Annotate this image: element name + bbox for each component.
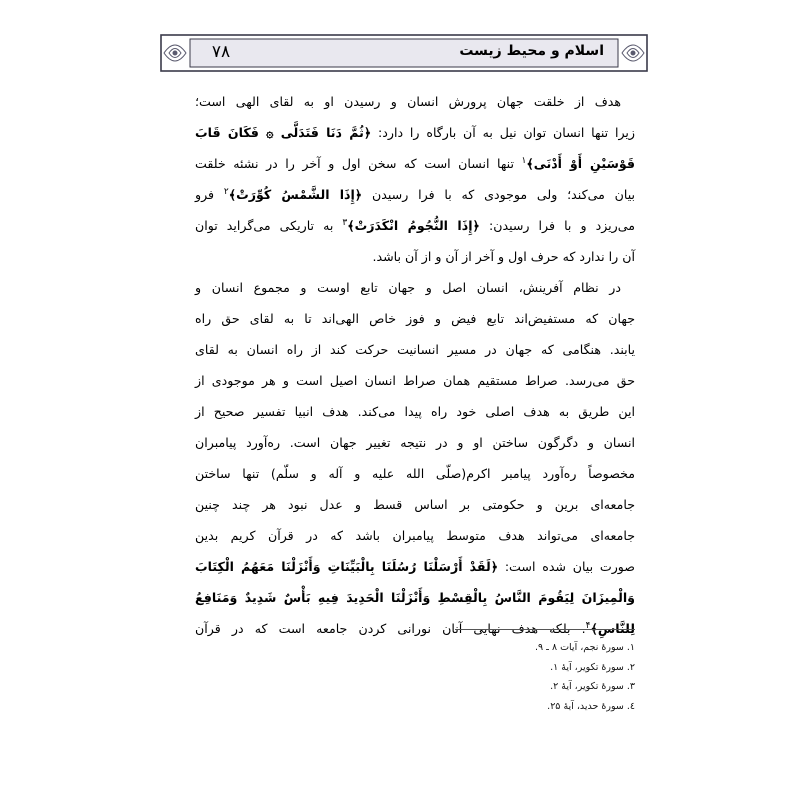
text-run: حق می‌رسد. صراط مستقیم همان صراط انسان اصیل است و هر موجودی از: [195, 373, 635, 388]
text-run: مخصوصاً ره‌آورد پیامبر اکرم(صلّی الله علیه و آله و سلّم) تنها ساختن: [195, 466, 635, 481]
quran-verse: ﴿لَقَدْ أَرْسَلْنَا رُسُلَنَا بِالْبَيِّنَاتِ وَأَنْزَلْنَا مَعَهُمُ الْكِتَابَ: [195, 559, 499, 574]
quran-verse: وَالْمِيزَانَ لِيَقُومَ النَّاسُ بِالْقِسْطِ وَأَنْزَلْنَا الْحَدِيدَ فِيهِ بَأْسٌ شَدِيدٌ وَمَنَافِعُ: [195, 590, 635, 605]
paragraph-line: [195, 582, 635, 613]
quran-verse: لِلنَّاسِ﴾: [590, 621, 635, 636]
text-run: این طریق به هدف اصلی خود راه پیدا می‌کند. هدف انبیا تفسیر صحیح از: [195, 404, 635, 419]
paragraph-line: [195, 179, 635, 210]
footnote-marker: ۳: [342, 217, 348, 228]
footnote-marker: ۲: [223, 186, 229, 197]
text-run: در نظام آفرینش، انسان اصل و جهان تابع اوست و مجموع انسان و: [195, 280, 621, 295]
paragraph-line: [195, 86, 635, 117]
text-run: جهان که مستفیض‌اند تابع فیض و فوز خاص الهی‌اند تا به لقای حق راه: [195, 311, 635, 326]
paragraph-line: [195, 303, 635, 334]
quran-verse: قَوْسَيْنِ أَوْ أَدْنَى﴾: [526, 156, 635, 171]
footnote-marker: ۱: [521, 155, 527, 166]
footnote-marker: ۴: [585, 620, 591, 631]
paragraph-line: [195, 489, 635, 520]
paragraph-line: [195, 210, 635, 241]
quran-verse: ﴿ثُمَّ دَنَا فَتَدَلَّى ۞ فَكَانَ قَابَ: [195, 125, 372, 140]
paragraph-line: [195, 272, 635, 303]
text-run: هدف از خلقت جهان پرورش انسان و رسیدن او به لقای الهی است؛: [195, 94, 621, 109]
paragraph-line: [195, 427, 635, 458]
body-text: [195, 86, 635, 644]
paragraph-line: [195, 396, 635, 427]
text-run: . بلکه هدف نهایی آنان نورانی کردن جامعه است که در قرآن: [195, 621, 586, 636]
paragraph-line: [195, 117, 635, 148]
text-run: بیان می‌کند؛ ولی موجودی که با فرا رسیدن: [362, 187, 636, 202]
paragraph-line: [195, 241, 635, 272]
paragraph-line: [195, 365, 635, 396]
page-header: [160, 33, 648, 73]
footnote: ۱. سورهٔ نجم، آیات ۸ ـ ۹.: [534, 642, 635, 653]
footnote-divider: [455, 629, 635, 630]
text-run: جامعه‌ای برین و حکومتی بر اساس قسط و عدل نبود هر چند چنین: [195, 497, 635, 512]
page-number: ۷۸: [211, 42, 231, 62]
text-run: تنها انسان است که سخن اول و آخر را در نشئه خلقت: [195, 156, 522, 171]
text-run: صورت بیان شده است:: [498, 559, 635, 574]
paragraph-line: [195, 458, 635, 489]
quran-verse: ﴿إِذَا الشَّمْسُ كُوِّرَتْ﴾: [228, 187, 363, 202]
paragraph-line: [195, 551, 635, 582]
text-run: فرو: [195, 187, 224, 202]
paragraph-line: [195, 334, 635, 365]
quran-verse: ﴿إِذَا النُّجُومُ انْكَدَرَتْ﴾: [347, 218, 480, 233]
footnote: ۳. سورهٔ تکویر، آیهٔ ۲.: [550, 681, 635, 692]
text-run: جامعه‌ای می‌تواند هدف متوسط پیامبران باشد که در قرآن کریم بدین: [195, 528, 635, 543]
text-run: انسان و دگرگون ساختن او و در نتیجه تغییر جهان است. ره‌آورد پیامبران: [195, 435, 635, 450]
text-run: آن را ندارد که حرف اول و آخر از آن و از آن باشد.: [372, 249, 635, 264]
paragraph-line: [195, 148, 635, 179]
footnote: ۲. سورهٔ تکویر، آیهٔ ۱.: [550, 661, 635, 673]
footnotes: [335, 638, 635, 716]
paragraph-line: [195, 520, 635, 551]
running-title: اسلام و محیط زیست: [459, 43, 604, 59]
text-run: می‌ریزد و با فرا رسیدن:: [479, 218, 635, 233]
text-run: زیرا تنها انسان توان نیل به آن بارگاه را دارد:: [371, 125, 635, 140]
text-run: یابند. هنگامی که جهان در مسیر انسانیت حرکت کند از راه انسان به لقای: [195, 342, 635, 357]
footnote: ٤. سورهٔ حدید، آیهٔ ۲۵.: [547, 700, 635, 712]
text-run: به تاریکی می‌گراید توان: [195, 218, 343, 233]
